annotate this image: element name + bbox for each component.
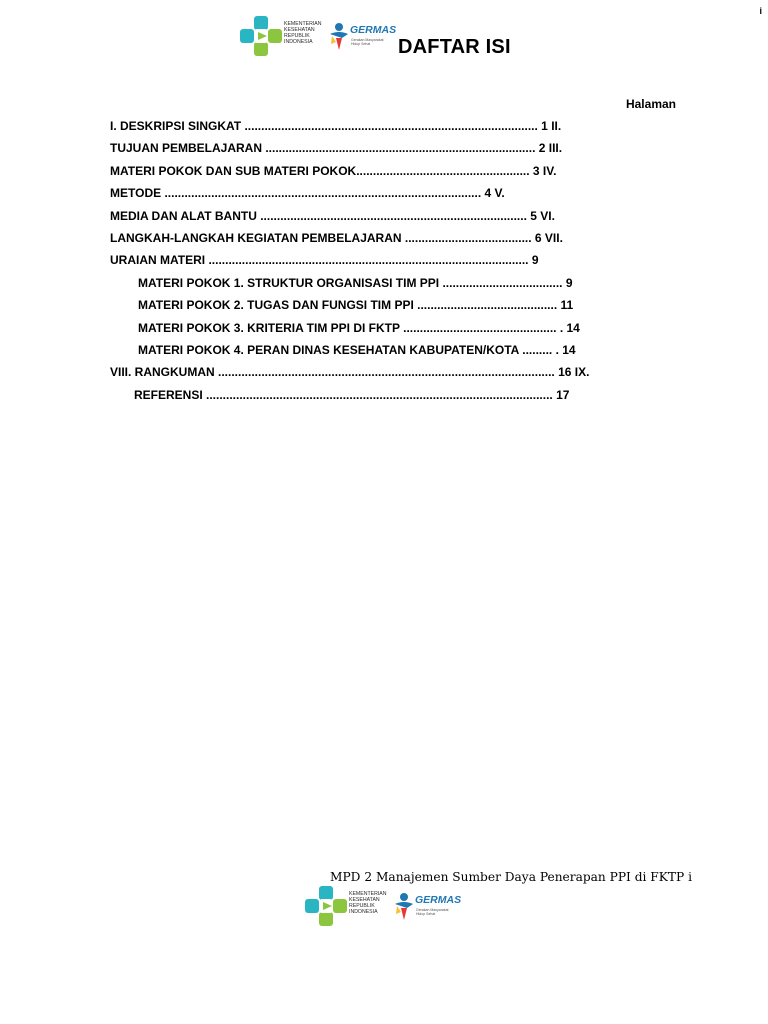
- toc-entry-materi-pokok-3: MATERI POKOK 3. KRITERIA TIM PPI DI FKTP .............................................. . 14: [138, 320, 580, 335]
- germas-logo-text: GERMAS: [350, 24, 397, 36]
- toc-entry-materi-pokok-2: MATERI POKOK 2. TUGAS DAN FUNGSI TIM PPI .......................................... 11: [138, 298, 574, 313]
- germas-logo-text: GERMAS: [415, 894, 462, 906]
- table-of-contents: [110, 93, 680, 406]
- header-logos: [240, 16, 400, 58]
- toc-entry-rangkuman: VIII. RANGKUMAN ..................................................................................................... 16 IX.: [110, 365, 590, 380]
- ministry-cross-logo: [240, 16, 284, 56]
- toc-entry-uraian-materi: URAIAN MATERI ................................................................................................ 9: [110, 253, 539, 268]
- ministry-cross-logo: [305, 886, 349, 926]
- toc-entry-metode: METODE ............................................................................................... 4 V.: [110, 186, 505, 201]
- ministry-name: KEMENTERIAN KESEHATAN REPUBLIK INDONESIA: [284, 21, 322, 45]
- toc-entry-media-alat-bantu: MEDIA DAN ALAT BANTU ................................................................................ 5 VI.: [110, 208, 555, 223]
- toc-entry-materi-pokok: MATERI POKOK DAN SUB MATERI POKOK.................................................... 3 IV.: [110, 163, 557, 178]
- germas-figure-icon: [328, 22, 350, 52]
- toc-header-halaman: Halaman: [625, 97, 676, 111]
- toc-entry-materi-pokok-1: MATERI POKOK 1. STRUKTUR ORGANISASI TIM PPI .................................... 9: [138, 275, 573, 290]
- toc-entry-materi-pokok-4: MATERI POKOK 4. PERAN DINAS KESEHATAN KABUPATEN/KOTA ......... . 14: [138, 342, 576, 357]
- footer-logos: [305, 886, 470, 928]
- toc-entry-tujuan-pembelajaran: TUJUAN PEMBELAJARAN ................................................................................. 2 III.: [110, 141, 563, 156]
- germas-figure-icon: [393, 892, 415, 922]
- page-footer: MPD 2 Manajemen Sumber Daya Penerapan PPI di FKTP i: [330, 870, 692, 884]
- germas-tagline: Gerakan Masyarakat Hidup Sehat: [351, 38, 384, 46]
- page-number-mark: i: [759, 6, 762, 16]
- page-title: DAFTAR ISI: [398, 36, 511, 58]
- ministry-name: KEMENTERIAN KESEHATAN REPUBLIK INDONESIA: [349, 891, 387, 915]
- toc-entry-deskripsi-singkat: I. DESKRIPSI SINGKAT ........................................................................................ 1 II.: [110, 119, 562, 133]
- toc-entry-langkah-kegiatan: LANGKAH-LANGKAH KEGIATAN PEMBELAJARAN ...................................... 6 VII.: [110, 230, 563, 245]
- toc-entry-referensi: REFERENSI ........................................................................................................ 17: [134, 387, 570, 402]
- germas-tagline: Gerakan Masyarakat Hidup Sehat: [416, 908, 449, 916]
